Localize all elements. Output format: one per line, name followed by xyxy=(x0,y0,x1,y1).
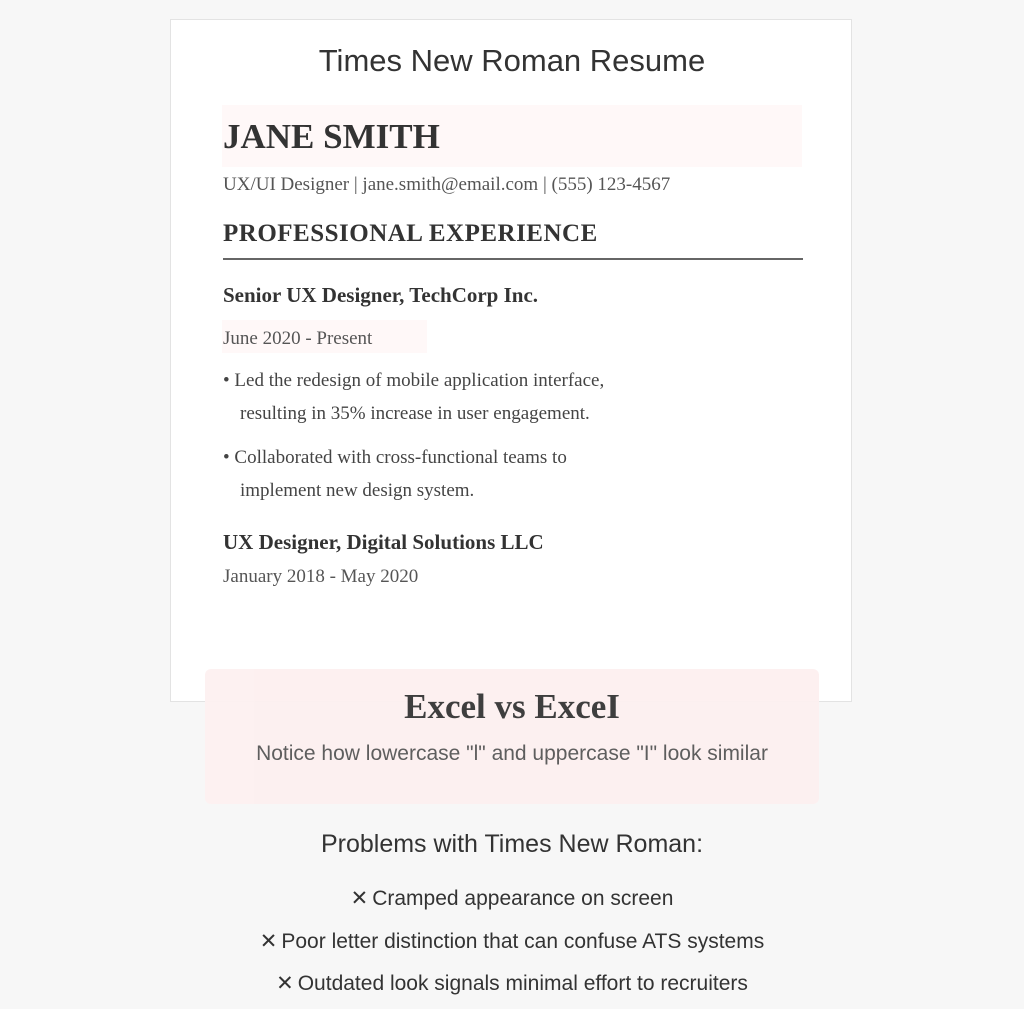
job-bullet xyxy=(223,441,663,507)
problems-heading: Problems with Times New Roman: xyxy=(320,830,704,858)
problem-item xyxy=(0,971,1024,996)
problem-item xyxy=(0,929,1024,954)
problem-item xyxy=(0,886,1024,911)
job-bullet xyxy=(223,364,663,430)
x-icon: ✕ xyxy=(259,930,278,953)
bullet-line: resulting in 35% increase in user engagement. xyxy=(240,403,590,424)
bullet-line: implement new design system. xyxy=(240,480,475,501)
resume-card xyxy=(170,19,852,702)
comparison-note: Notice how lowercase "l" and uppercase "I" look similar xyxy=(256,742,768,765)
problem-text: Outdated look signals minimal effort to recruiters xyxy=(297,972,748,995)
contact-line: UX/UI Designer | jane.smith@email.com | (555) 123-4567 xyxy=(223,174,671,195)
bullet-line: • Led the redesign of mobile application interface, xyxy=(223,370,605,391)
job-dates: June 2020 - Present xyxy=(223,328,373,349)
job-title: UX Designer, Digital Solutions LLC xyxy=(223,530,544,554)
candidate-name: JANE SMITH xyxy=(223,117,440,156)
problem-text: Cramped appearance on screen xyxy=(372,887,674,910)
section-heading-experience: PROFESSIONAL EXPERIENCE xyxy=(223,220,598,247)
comparison-title: Excel vs ExceI xyxy=(404,687,620,726)
job-dates: January 2018 - May 2020 xyxy=(223,566,419,587)
job-title: Senior UX Designer, TechCorp Inc. xyxy=(223,283,539,307)
x-icon: ✕ xyxy=(276,972,294,995)
font-comparison-box xyxy=(205,669,819,804)
problem-text: Poor letter distinction that can confuse ATS systems xyxy=(281,930,765,953)
resume-card-title: Times New Roman Resume xyxy=(318,43,706,78)
bullet-line: • Collaborated with cross-functional teams to xyxy=(223,447,567,468)
section-divider xyxy=(223,258,803,260)
x-icon: ✕ xyxy=(350,887,369,910)
